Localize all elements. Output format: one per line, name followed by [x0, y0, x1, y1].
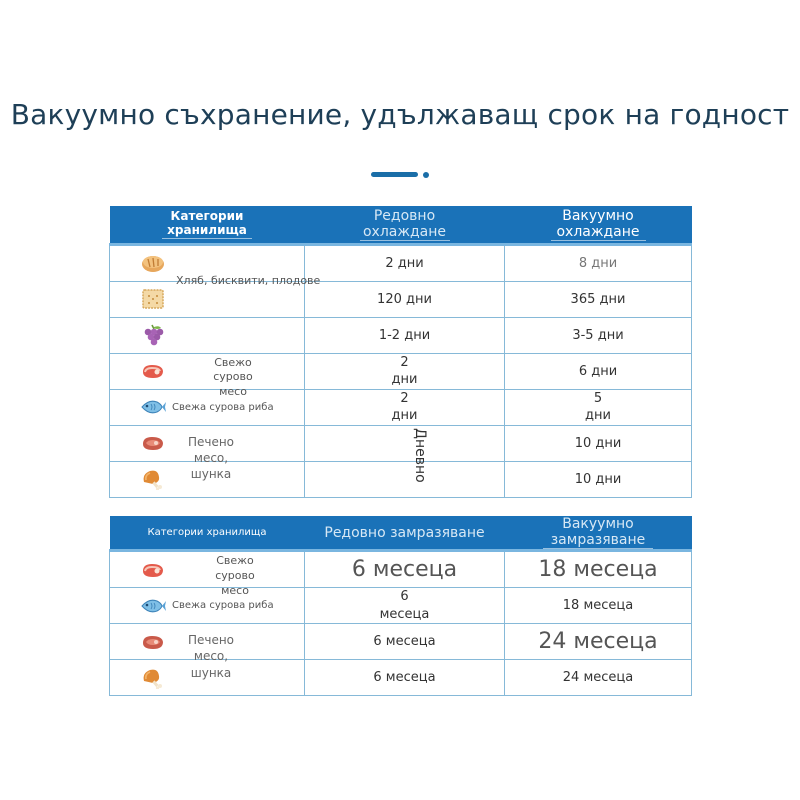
fish-icon [140, 396, 166, 418]
drumstick-icon [140, 667, 166, 689]
table-row [110, 353, 692, 389]
category-cell [110, 551, 305, 597]
regular-value: 2 дни [305, 244, 505, 281]
bread-icon [140, 252, 166, 274]
regular-value: 2 дни [305, 389, 505, 425]
header-category: Категории хранилища [110, 206, 305, 244]
header-vacuum-freezing: Вакуумно замразяване [505, 516, 692, 551]
category-cell [110, 588, 305, 624]
category-label: Свежа сурова риба [172, 600, 274, 612]
category-cell [110, 461, 305, 497]
table-row [110, 660, 692, 696]
freezing-table [109, 516, 692, 696]
raw-meat-icon [140, 360, 166, 382]
biscuit-icon [140, 288, 166, 310]
vacuum-value: 365 дни [505, 281, 692, 317]
header-regular-freezing: Редовно замразяване [305, 516, 505, 551]
title-divider-dot [423, 172, 429, 178]
category-label: Печено месо, шунка [187, 633, 235, 680]
vacuum-value: 5 дни [505, 389, 692, 425]
grapes-icon [140, 324, 166, 346]
vacuum-value: 8 дни [505, 244, 692, 281]
regular-value [305, 461, 505, 497]
header-vacuum-refrigeration: Вакуумно охлаждане [505, 206, 692, 244]
header-regular-refrigeration: Редовно охлаждане [305, 206, 505, 244]
title-divider-line [371, 172, 418, 177]
fish-icon [140, 595, 166, 617]
category-cell [110, 317, 305, 353]
page-title: Вакуумно съхранение, удължаващ срок на годност [10, 98, 790, 131]
regular-value: 1-2 дни [305, 317, 505, 353]
table-row [110, 389, 692, 425]
table-row [110, 551, 692, 588]
table-row [110, 624, 692, 660]
drumstick-icon [140, 468, 166, 490]
cooked-meat-icon [140, 432, 166, 454]
vacuum-value: 3-5 дни [505, 317, 692, 353]
table-row [110, 317, 692, 353]
regular-value: 6 месеца [305, 588, 505, 624]
category-cell [110, 425, 305, 482]
regular-value: 2 дни [305, 353, 505, 389]
category-cell [110, 660, 305, 696]
raw-meat-icon [140, 559, 166, 581]
regular-value: 6 месеца [305, 551, 505, 588]
vacuum-value: 24 месеца [505, 660, 692, 696]
category-cell [110, 273, 321, 317]
cooked-meat-icon [140, 631, 166, 653]
table-row [110, 281, 692, 317]
vacuum-value: 6 дни [505, 353, 692, 389]
vacuum-value: 10 дни [505, 425, 692, 461]
regular-value: 120 дни [305, 281, 505, 317]
vacuum-value: 10 дни [505, 461, 692, 497]
vacuum-value: 24 месеца [505, 624, 692, 660]
vertical-note: Дневно [412, 428, 428, 483]
vacuum-value: 18 месеца [505, 551, 692, 588]
category-label: Хляб, бисквити, плодове [176, 273, 321, 287]
table-row [110, 588, 692, 624]
category-label: Печено месо, шунка [187, 434, 235, 482]
category-label: Свежо сурово месо [215, 554, 255, 597]
header-category: Категории хранилища [110, 516, 305, 551]
category-label: Свежа сурова риба [172, 401, 274, 413]
table-row [110, 461, 692, 497]
category-cell [110, 353, 305, 399]
category-cell [110, 389, 305, 425]
refrigeration-table [109, 206, 692, 498]
regular-value: 6 месеца [305, 660, 505, 696]
regular-value: 6 месеца [305, 624, 505, 660]
table-row [110, 425, 692, 461]
category-label: Свежо сурово месо [213, 355, 253, 399]
regular-value [305, 425, 505, 461]
vacuum-value: 18 месеца [505, 588, 692, 624]
category-cell [110, 624, 305, 680]
